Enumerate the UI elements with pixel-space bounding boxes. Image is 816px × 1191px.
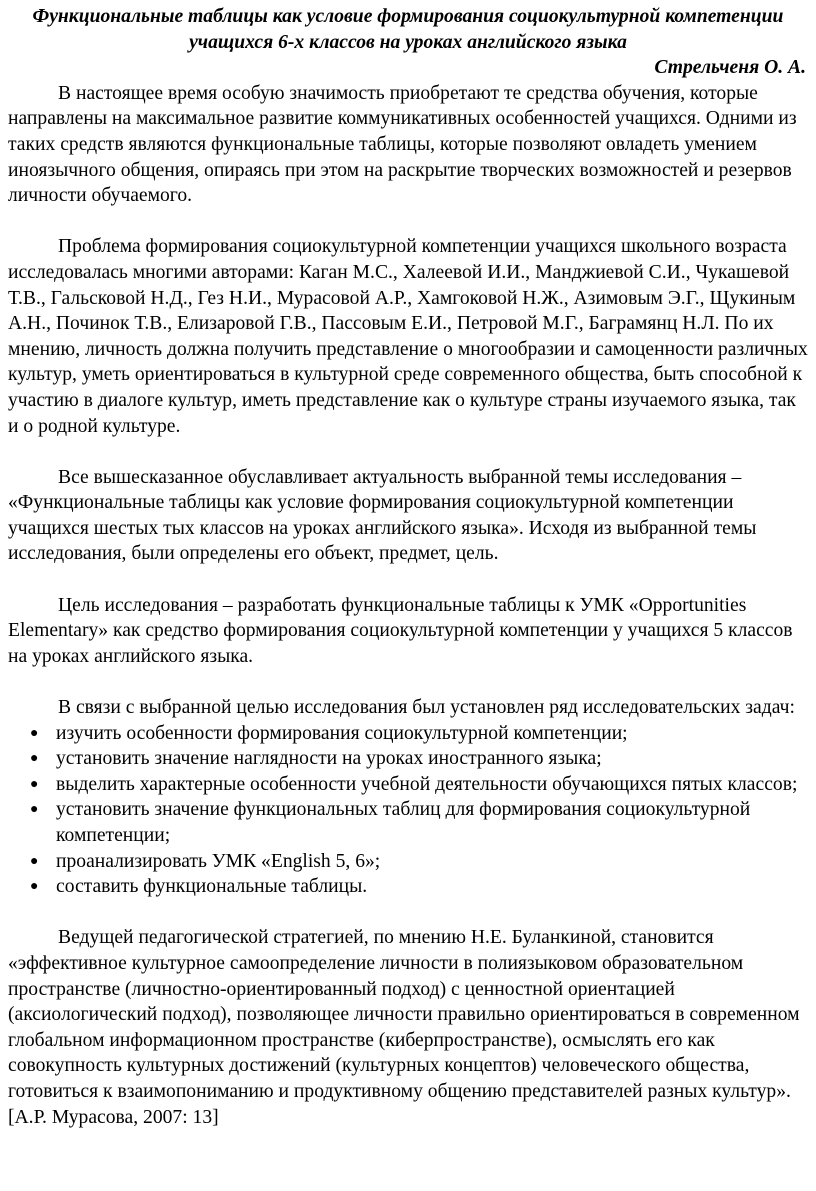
list-item [8,772,808,798]
paragraph-problem: Проблема формирования социокультурной компетенции учащихся школьного возраста исследовалась многими авторами: Каган М.С., Халеевой И.И., Манджиевой С.И., Чукашевой Т.В., Гальсковой Н.Д., Гез Н.И., Мурасовой А.Р., Хамгоковой Н.Ж., Азимовым Э.Г., Щукиным А.Н., Починок Т.В., Елизаровой Г.В., Пассовым Е.И., Петровой М.Г., Баграмянц Н.Л. По их мнению, личность должна получить представление о многообразии и самоценности различных культур, уметь ориентироваться в культурной среде современного общества, быть способной к участию в диалоге культур, иметь представление как о культуре страны изучаемого языка, так и о родной культуре. [8,236,808,437]
task-text: установить значение функциональных таблиц для формирования социокультурной компетенции; [56,799,751,846]
task-text: изучить особенности формирования социокультурной компетенции; [56,722,628,744]
paragraph-relevance: Все вышесказанное обуславливает актуальность выбранной темы исследования – «Функциональные таблицы как условие формирования социокультурной компетенции учащихся шестых тых классов на уроках английского языка». Исходя из выбранной темы исследования, были определены его объект, предмет, цель. [8,466,757,565]
list-item [8,746,808,772]
bullet-icon: ● [30,853,39,869]
task-text: составить функциональные таблицы. [56,876,368,898]
paragraph-goal: Цель исследования – разработать функциональные таблицы к УМК «Opportunities Elementary» как средство формирования социокультурной компетенции у учащихся 5 классов на уроках английского языка. [8,594,793,667]
task-text: выделить характерные особенности учебной деятельности обучающихся пятых классов; [56,773,798,795]
bullet-icon: ● [30,802,39,818]
list-item [8,849,808,875]
list-item [8,797,808,848]
list-item [8,721,808,747]
bullet-icon: ● [30,725,39,741]
list-item [8,874,808,900]
task-text: установить значение наглядности на уроках иностранного языка; [56,748,602,770]
paragraph-strategy: Ведущей педагогической стратегией, по мнению Н.Е. Буланкиной, становится «эффективное культурное самоопределение личности в полиязыковом образовательном пространстве (личностно-ориентированный подход) с ценностной ориентацией (аксиологический подход), позволяющее личности правильно ориентироваться в современном глобальном информационном пространстве (киберпространстве), осмыслять его как совокупность культурных достижений (культурных концептов) человеческого общества, готовиться к взаимопониманию и продуктивному общению представителей разных культур». [А.Р. Мурасова, 2007: 13] [8,927,800,1128]
bullet-icon: ● [30,776,39,792]
bullet-icon: ● [30,879,39,895]
document-author: Стрельченя О. А. [654,57,806,79]
bullet-icon: ● [30,751,39,767]
document-title: Функциональные таблицы как условие формирования социокультурной компетенции учащихся 6-х классов на уроках английского языка [32,6,784,53]
task-text: проанализировать УМК «English 5, 6»; [56,850,381,872]
paragraph-intro: В настоящее время особую значимость приобретают те средства обучения, которые направлены на максимальное развитие коммуникативных особенностей учащихся. Одними из таких средств являются функциональные таблицы, которые позволяют овладеть умением иноязычного общения, опираясь при этом на раскрытие творческих возможностей и резервов личности обучаемого. [8,82,797,207]
tasks-list [8,721,808,900]
paragraph-tasks-intro: В связи с выбранной целью исследования был установлен ряд исследовательских задач: [58,697,795,719]
